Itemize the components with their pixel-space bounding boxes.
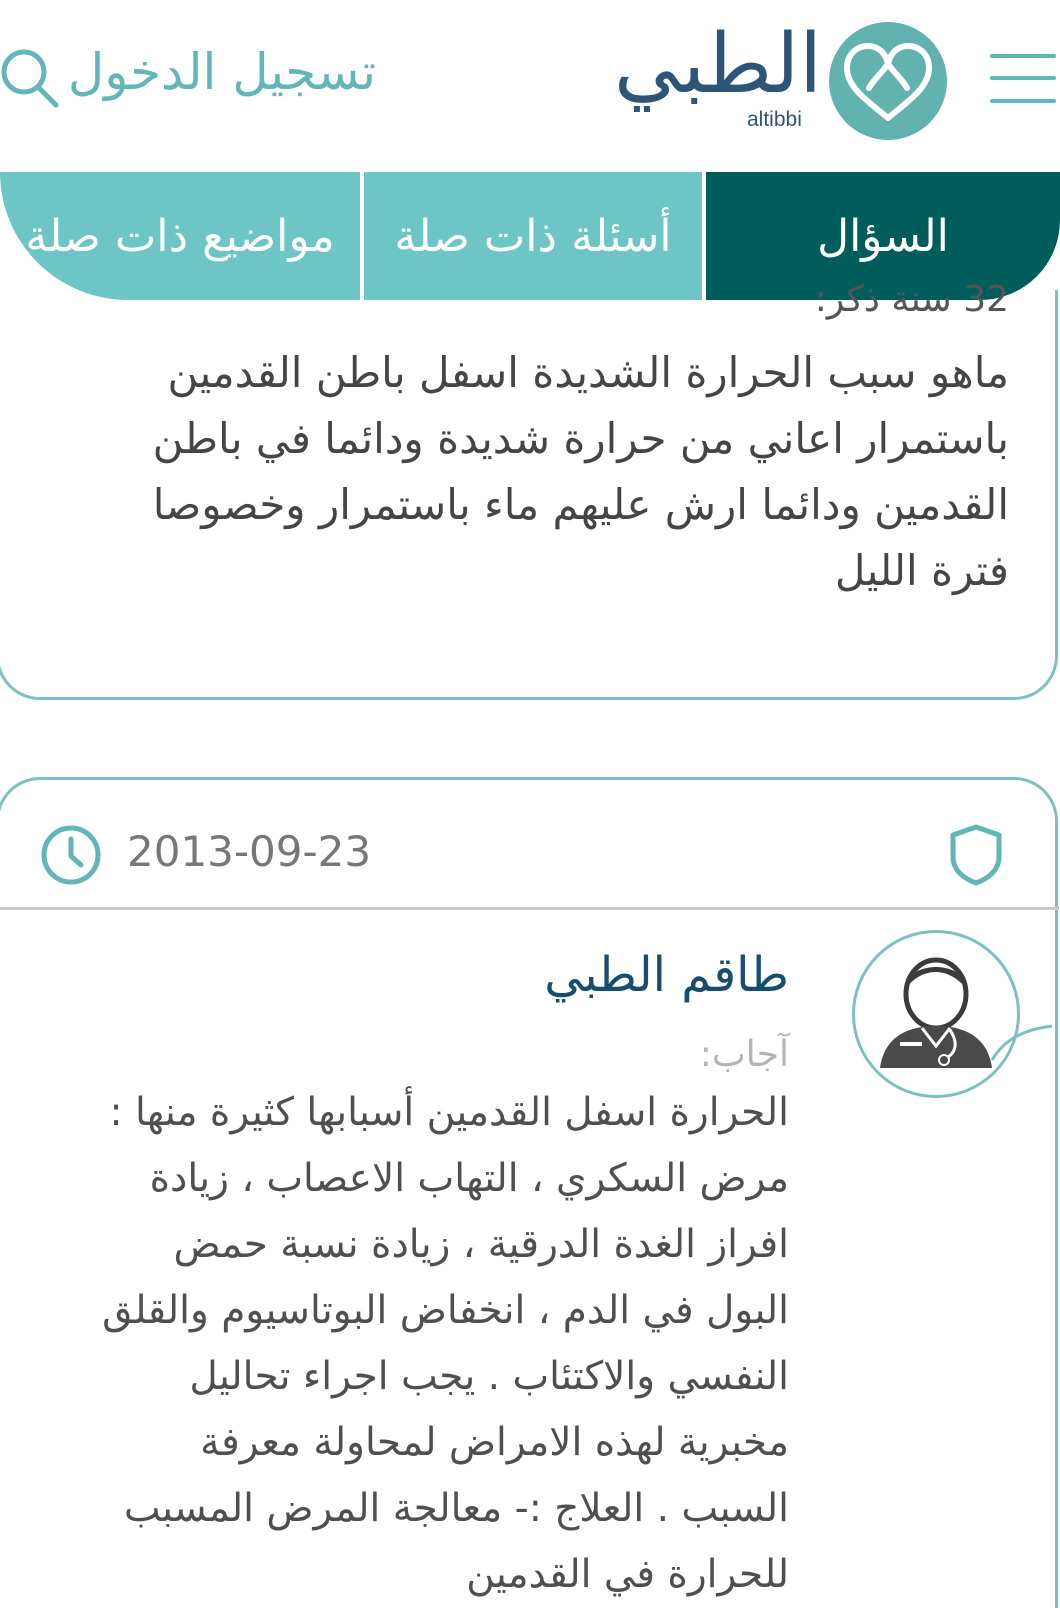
menu-bar: [990, 54, 1056, 58]
login-link[interactable]: تسجيل الدخول: [67, 43, 376, 101]
logo-text[interactable]: الطبي: [613, 17, 822, 112]
logo-subtitle: altibbi: [747, 108, 802, 131]
answer-meta-bar: [0, 780, 1059, 910]
answer-card: [0, 777, 1058, 1608]
question-text: ماهو سبب الحرارة الشديدة اسفل باطن القدمين باستمرار اعاني من حرارة شديدة ودائما في باطن القدمين ودائما ارش عليهم ماء باستمرار وخصوصا فترة الليل: [152, 348, 1009, 595]
menu-bar: [990, 76, 1056, 80]
logo-heart-icon: [829, 22, 947, 140]
answer-date: 2013-09-23: [127, 827, 372, 876]
tab-related-topics[interactable]: مواضيع ذات صلة: [0, 172, 360, 300]
question-card: [0, 280, 1058, 700]
tab-question[interactable]: السؤال: [706, 172, 1060, 300]
logo-mark-icon[interactable]: [829, 22, 947, 140]
answered-label: آجاب:: [699, 1034, 789, 1075]
question-meta: 32 سنة ذكر:: [814, 280, 1009, 320]
answer-author[interactable]: طاقم الطبي: [544, 947, 789, 1003]
clock-icon: [39, 823, 103, 887]
menu-icon[interactable]: [990, 52, 1060, 108]
shield-icon[interactable]: [949, 823, 1003, 887]
tab-related-questions[interactable]: أسئلة ذات صلة: [364, 172, 702, 300]
doctor-avatar-icon: [852, 930, 1020, 1098]
answer-text: الحرارة اسفل القدمين أسبابها كثيرة منها : مرض السكري ، التهاب الاعصاب ، زيادة افراز الغدة الدرقية ، زيادة نسبة حمض البول في الدم ، انخفاض البوتاسيوم والقلق النفسي والاكتئاب . يجب اجراء تحاليل مخبرية لهذه الامراض لمحاولة معرفة السبب . العلاج :- معالجة المرض المسبب للحرارة في القدمين: [102, 1090, 789, 1597]
search-icon[interactable]: [0, 44, 60, 108]
menu-bar: [990, 99, 1056, 103]
app-header: [0, 0, 1060, 172]
